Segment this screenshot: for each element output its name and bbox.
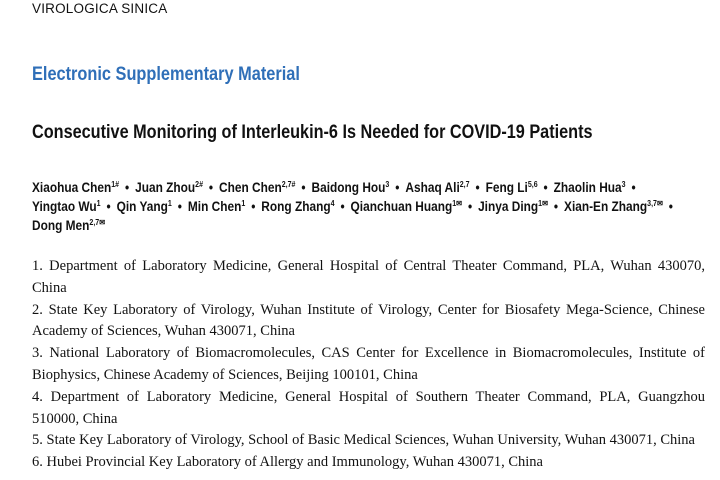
author-separator: • xyxy=(174,199,186,214)
author-name: Xiaohua Chen xyxy=(32,180,112,195)
author-name: Yingtao Wu xyxy=(32,199,97,214)
author-separator: • xyxy=(103,199,115,214)
author-affiliation-marker: 1 xyxy=(96,199,101,208)
author-separator: • xyxy=(472,180,483,195)
author-affiliation-marker: 3 xyxy=(621,180,626,189)
author-affiliation-marker: 4 xyxy=(330,199,335,208)
author-separator: • xyxy=(540,180,552,195)
author-affiliation-marker: 2,7✉ xyxy=(89,218,106,227)
journal-name: VIROLOGICA SINICA xyxy=(32,1,168,16)
affiliation-item: 3. National Laboratory of Biomacromolecules, CAS Center for Excellence in Biomacromolecules, Institute of Biophysics, Chinese Academy of Sciences, Beijing 100101, China xyxy=(32,345,705,383)
author-separator: • xyxy=(205,180,217,195)
author-line xyxy=(32,178,701,197)
author-separator: • xyxy=(298,180,309,195)
author-name: Qianchuan Huang xyxy=(350,199,453,214)
author-name: Rong Zhang xyxy=(261,199,331,214)
affiliation-item: 1. Department of Laboratory Medicine, General Hospital of Central Theater Command, PLA, Wuhan 430070, China xyxy=(32,258,705,296)
author-affiliation-marker: 1# xyxy=(111,180,120,189)
author-line xyxy=(32,216,701,235)
author-name: Zhaolin Hua xyxy=(553,180,622,195)
author-separator: • xyxy=(464,199,476,214)
author-affiliation-marker: 1 xyxy=(241,199,246,208)
author-separator: • xyxy=(247,199,259,214)
author-affiliation-marker: 1✉ xyxy=(452,199,463,208)
affiliation-item: 6. Hubei Provincial Key Laboratory of Allergy and Immunology, Wuhan 430071, China xyxy=(32,454,543,471)
author-affiliation-marker: 3,7✉ xyxy=(647,199,663,208)
author-name: Juan Zhou xyxy=(135,180,196,195)
author-separator: • xyxy=(391,180,403,195)
affiliation-item: 4. Department of Laboratory Medicine, General Hospital of Southern Theater Command, PLA, Guangzhou 510000, China xyxy=(32,388,705,427)
author-affiliation-marker: 1✉ xyxy=(538,199,548,208)
paper-title: Consecutive Monitoring of Interleukin-6 Is Needed for COVID-19 Patients xyxy=(32,122,593,143)
author-separator: • xyxy=(550,199,562,214)
author-separator: • xyxy=(628,180,636,195)
affiliation-item: 5. State Key Laboratory of Virology, School of Basic Medical Sciences, Wuhan University, Wuhan 430071, China xyxy=(32,432,695,449)
author-name: Baidong Hou xyxy=(311,180,386,195)
author-affiliation-marker: 3 xyxy=(385,180,390,189)
author-name: Xian-En Zhang xyxy=(564,199,648,214)
author-name: Dong Men xyxy=(32,218,90,233)
author-name: Feng Li xyxy=(485,180,528,195)
author-name: Ashaq Ali xyxy=(405,180,460,195)
author-separator: • xyxy=(121,180,133,195)
affiliation-item: 2. State Key Laboratory of Virology, Wuhan Institute of Virology, Center for Biosafety Mega-Science, Chinese Academy of Sciences, Wuhan 430071, China xyxy=(32,301,705,340)
author-affiliation-marker: 2,7# xyxy=(281,180,296,189)
author-affiliation-marker: 5,6 xyxy=(527,180,538,189)
author-list xyxy=(32,178,701,235)
author-name: Qin Yang xyxy=(116,199,168,214)
author-name: Min Chen xyxy=(187,199,242,214)
author-affiliation-marker: 2# xyxy=(195,180,203,189)
author-line xyxy=(32,197,701,216)
author-name: Chen Chen xyxy=(219,180,282,195)
author-separator: • xyxy=(665,199,673,214)
author-separator: • xyxy=(337,199,348,214)
author-affiliation-marker: 2,7 xyxy=(459,180,470,189)
author-affiliation-marker: 1 xyxy=(167,199,172,208)
author-name: Jinya Ding xyxy=(478,199,539,214)
section-heading: Electronic Supplementary Material xyxy=(32,64,300,85)
affiliation-list xyxy=(32,256,705,474)
